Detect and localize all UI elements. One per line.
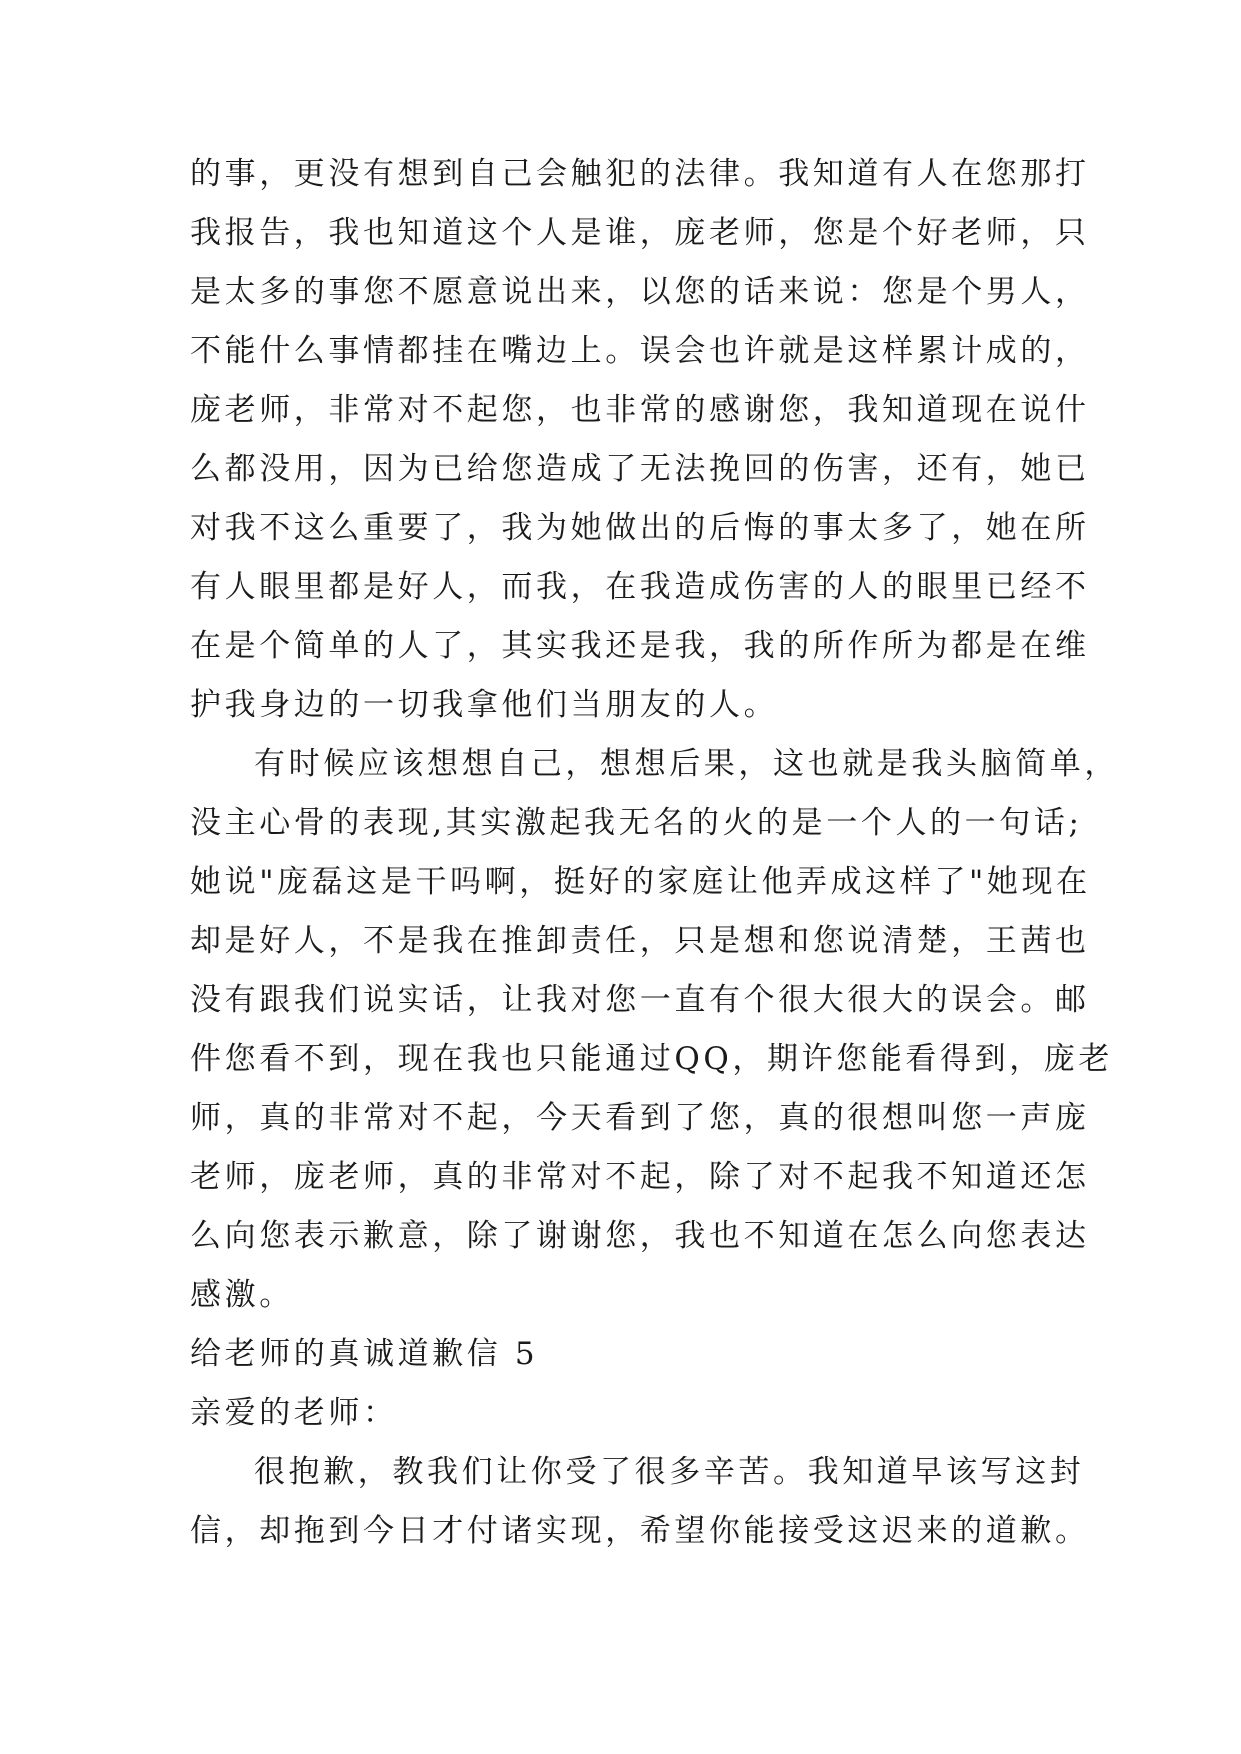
text-line: 却是好人，不是我在推卸责任，只是想和您说清楚，王茜也 [190,923,1090,959]
text-line: 件您看不到，现在我也只能通过QQ，期许您能看得到，庞老 [190,1041,1114,1077]
text-line: 的事，更没有想到自己会触犯的法律。我知道有人在您那打 [190,156,1090,192]
text-line: 有人眼里都是好人，而我，在我造成伤害的人的眼里已经不 [190,569,1090,605]
text-line: 不能什么事情都挂在嘴边上。误会也许就是这样累计成的， [190,333,1090,369]
text-line: 我报告，我也知道这个人是谁，庞老师，您是个好老师，只 [190,215,1090,251]
text-line: 感激。 [190,1277,294,1313]
text-line: 么向您表示歉意，除了谢谢您，我也不知道在怎么向您表达 [190,1218,1090,1254]
text-line: 师，真的非常对不起，今天看到了您，真的很想叫您一声庞 [190,1100,1090,1136]
text-line: 么都没用，因为已给您造成了无法挽回的伤害，还有，她已 [190,451,1090,487]
text-line: 对我不这么重要了，我为她做出的后悔的事太多了，她在所 [190,510,1090,546]
salutation: 亲爱的老师： [190,1395,398,1431]
text-line: 庞老师，非常对不起您，也非常的感谢您，我知道现在说什 [190,392,1090,428]
text-line: 在是个简单的人了，其实我还是我，我的所作所为都是在维 [190,628,1090,664]
text-line: 有时候应该想想自己，想想后果，这也就是我头脑简单， [254,746,1119,782]
section-heading: 给老师的真诚道歉信 5 [190,1336,539,1372]
text-line: 护我身边的一切我拿他们当朋友的人。 [190,687,779,723]
text-line: 是太多的事您不愿意说出来，以您的话来说：您是个男人， [190,274,1090,310]
text-line: 没有跟我们说实话，让我对您一直有个很大很大的误会。邮 [190,982,1090,1018]
text-line: 她说"庞磊这是干吗啊，挺好的家庭让他弄成这样了"她现在 [190,864,1091,900]
text-line: 很抱歉，教我们让你受了很多辛苦。我知道早该写这封 [254,1454,1085,1490]
text-line: 没主心骨的表现,其实激起我无名的火的是一个人的一句话; [190,805,1083,841]
text-line: 老师，庞老师，真的非常对不起，除了对不起我不知道还怎 [190,1159,1090,1195]
text-line: 信，却拖到今日才付诸实现，希望你能接受这迟来的道歉。 [190,1513,1090,1549]
